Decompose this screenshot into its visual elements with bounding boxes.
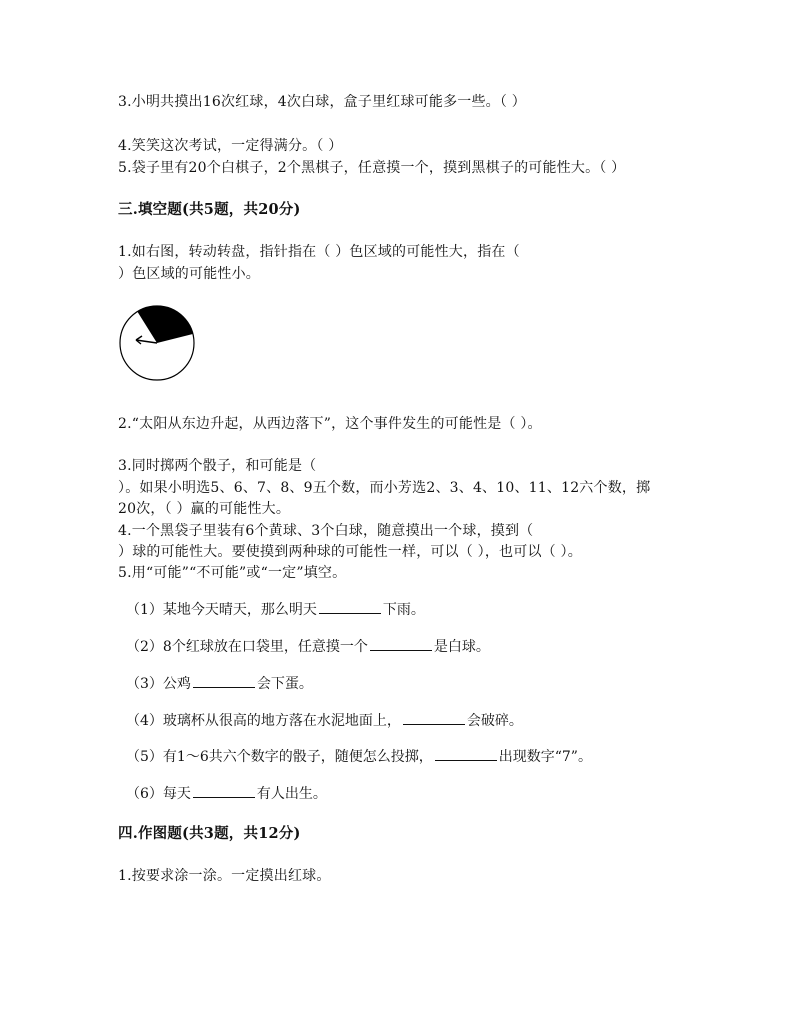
fill-q4-line2: ）球的可能性大。要使摸到两种球的可能性一样，可以（ ），也可以（ ）。 — [118, 544, 582, 560]
item-text-after: 出现数字“7”。 — [498, 749, 592, 765]
answer-blank[interactable] — [435, 746, 497, 761]
section3-title: 三.填空题(共5题，共20分) — [118, 201, 301, 218]
fill-q1-line2: ）色区域的可能性小。 — [118, 266, 260, 282]
judgement-q4: 4.笑笑这次考试，一定得满分。（ ） — [118, 138, 343, 154]
answer-blank[interactable] — [403, 710, 465, 725]
fill-q5-item-1 — [126, 599, 425, 620]
fill-q5-intro: 5.用“可能”“不可能”或“一定”填空。 — [118, 565, 347, 581]
answer-blank[interactable] — [319, 599, 381, 614]
answer-blank[interactable] — [193, 783, 255, 798]
fill-q5-item-4 — [126, 710, 523, 731]
fill-q3-line1: 3.同时掷两个骰子，和可能是（ — [118, 458, 317, 474]
item-text-after: 会下蛋。 — [256, 676, 313, 692]
spinner-diagram — [118, 304, 196, 382]
item-text-before: （5）有1～6共六个数字的骰子，随便怎么投掷， — [126, 749, 433, 765]
fill-q4-line1: 4.一个黑袋子里装有6个黄球、3个白球，随意摸出一个球，摸到（ — [118, 523, 534, 539]
item-text-before: （2）8个红球放在口袋里，任意摸一个 — [126, 639, 368, 655]
item-text-after: 会破碎。 — [466, 713, 523, 729]
item-text-before: （4）玻璃杯从很高的地方落在水泥地面上， — [126, 713, 401, 729]
fill-q5-item-3 — [126, 673, 313, 694]
item-text-before: （3）公鸡 — [126, 676, 191, 692]
item-text-after: 是白球。 — [433, 639, 490, 655]
draw-q1: 1.按要求涂一涂。一定摸出红球。 — [118, 868, 331, 884]
section4-title: 四.作图题(共3题，共12分) — [118, 825, 301, 842]
fill-q5-item-2 — [126, 636, 490, 657]
item-text-after: 有人出生。 — [256, 786, 327, 802]
item-text-before: （6）每天 — [126, 786, 191, 802]
answer-blank[interactable] — [370, 636, 432, 651]
fill-q5-item-5 — [126, 746, 592, 767]
item-text-before: （1）某地今天晴天，那么明天 — [126, 602, 317, 618]
fill-q1-line1: 1.如右图，转动转盘，指针指在（ ）色区域的可能性大，指在（ — [118, 244, 520, 260]
judgement-q5: 5.袋子里有20个白棋子，2个黑棋子，任意摸一个，摸到黑棋子的可能性大。（ ） — [118, 160, 626, 176]
fill-q3-line3: 20次，（ ）赢的可能性大。 — [118, 501, 291, 517]
fill-q3-line2: ）。如果小明选5、6、7、8、9五个数，而小芳选2、3、4、10、11、12六个数，掷 — [118, 480, 651, 496]
judgement-q3: 3.小明共摸出16次红球，4次白球，盒子里红球可能多一些。（ ） — [118, 94, 526, 110]
answer-blank[interactable] — [193, 673, 255, 688]
item-text-after: 下雨。 — [382, 602, 425, 618]
fill-q2: 2.“太阳从东边升起，从西边落下”，这个事件发生的可能性是（ ）。 — [118, 416, 542, 432]
fill-q5-item-6 — [126, 783, 327, 804]
